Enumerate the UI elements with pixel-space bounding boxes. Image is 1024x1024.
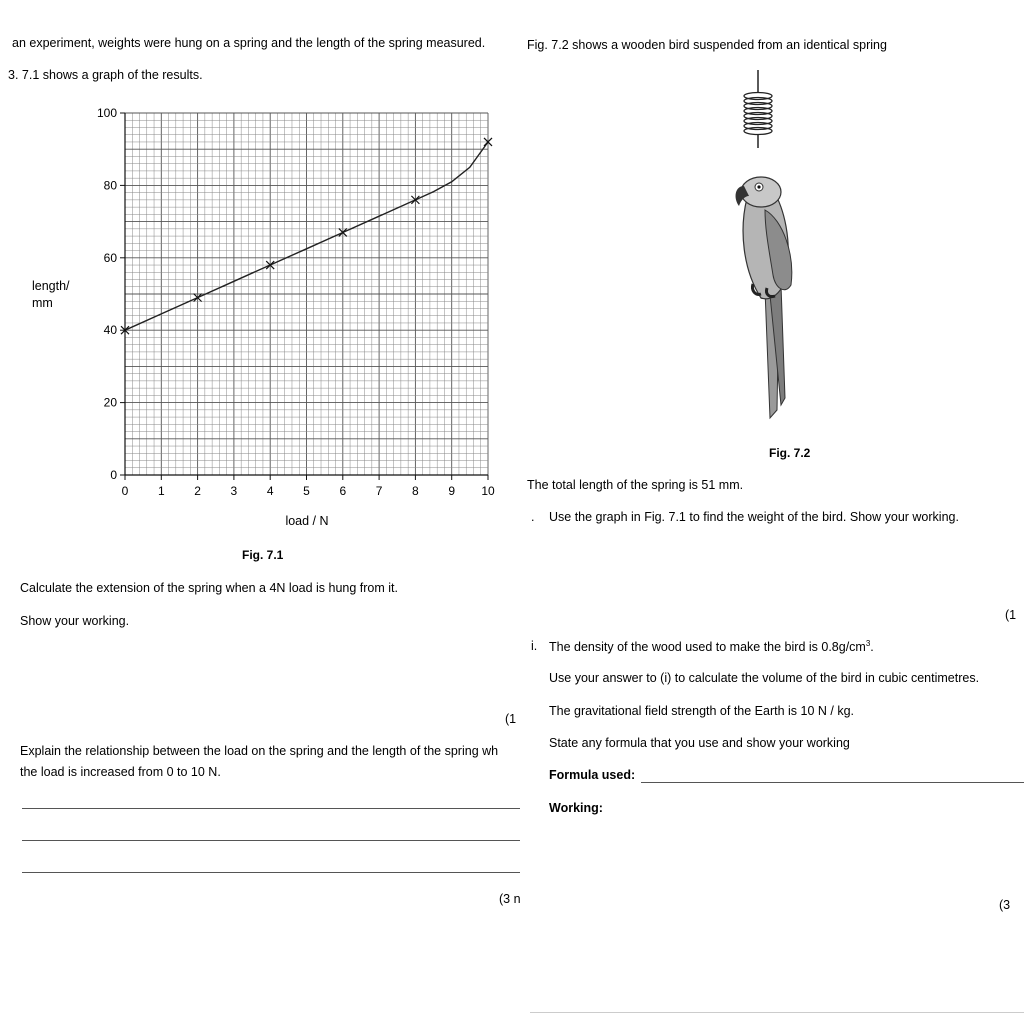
x-tick-label: 7 <box>375 484 383 498</box>
x-tick-label: 10 <box>481 484 495 498</box>
intro-line-1: an experiment, weights were hung on a spring and the length of the spring measured. <box>12 36 486 50</box>
y-tick-label: 20 <box>103 395 117 410</box>
intro-line-2: 3. 7.1 shows a graph of the results. <box>8 68 203 82</box>
marks-1-right: (1 <box>1005 608 1017 622</box>
gravity-statement: The gravitational field strength of the Earth is 10 N / kg. <box>549 704 855 718</box>
question-calc-extension: Calculate the extension of the spring when a 4N load is hung from it. <box>20 581 398 595</box>
density-unit-superscript: 3 <box>865 639 871 648</box>
total-length-statement: The total length of the spring is 51 mm. <box>527 478 744 492</box>
y-tick-label: 0 <box>110 468 117 482</box>
y-axis-label-line2: mm <box>32 296 53 310</box>
x-tick-label: 0 <box>121 484 129 498</box>
x-tick-label: 1 <box>157 484 165 498</box>
question-explain-line-2: the load is increased from 0 to 10 N. <box>20 765 221 779</box>
y-tick-label: 100 <box>96 106 117 120</box>
x-tick-label: 6 <box>339 484 347 498</box>
marks-3-right: (3 <box>999 898 1011 912</box>
length-vs-load-chart <box>0 95 520 535</box>
x-tick-label: 4 <box>266 484 274 498</box>
x-tick-label: 8 <box>412 484 419 498</box>
answer-line-3[interactable] <box>22 872 520 873</box>
y-axis-label-line1: length/ <box>32 279 70 293</box>
state-formula-instruction: State any formula that you use and show your working <box>549 736 850 750</box>
answer-line-2[interactable] <box>22 840 520 841</box>
chart-grid <box>125 113 488 475</box>
question-ii-density <box>549 640 874 654</box>
x-tick-label: 3 <box>230 484 238 498</box>
density-text: The density of the wood used to make the bird is 0.8g/cm <box>549 640 866 655</box>
question-i-bullet: . <box>531 510 535 524</box>
marks-3-left: (3 n <box>499 892 521 906</box>
y-tick-label: 80 <box>103 178 117 193</box>
x-axis-label: load / N <box>285 514 329 528</box>
parrot-on-spring-illustration <box>725 70 800 425</box>
formula-used-label: Formula used: <box>549 768 636 782</box>
answer-line-1[interactable] <box>22 808 520 809</box>
use-answer-instruction: Use your answer to (i) to calculate the volume of the bird in cubic centimetres. <box>549 671 980 685</box>
question-i-text: Use the graph in Fig. 7.1 to find the weight of the bird. Show your working. <box>549 510 959 524</box>
formula-answer-line[interactable] <box>641 782 1024 783</box>
y-tick-label: 40 <box>103 323 117 338</box>
x-tick-label: 5 <box>303 484 310 498</box>
x-tick-label: 2 <box>194 484 201 498</box>
page-bottom-rule <box>530 1012 1024 1013</box>
question-explain-line-1: Explain the relationship between the load on the spring and the length of the spring wh <box>20 744 499 758</box>
marks-1-left: (1 <box>505 712 517 726</box>
question-ii-number: i. <box>531 639 538 653</box>
show-working-label: Show your working. <box>20 614 130 628</box>
density-period: . <box>870 640 874 655</box>
x-tick-label: 9 <box>448 484 456 498</box>
fig-7-1-caption: Fig. 7.1 <box>242 548 284 562</box>
y-tick-label: 60 <box>103 250 117 265</box>
fig-7-2-caption: Fig. 7.2 <box>769 446 811 460</box>
fig-7-2-intro: Fig. 7.2 shows a wooden bird suspended from an identical spring <box>527 38 887 52</box>
working-label: Working: <box>549 801 603 815</box>
